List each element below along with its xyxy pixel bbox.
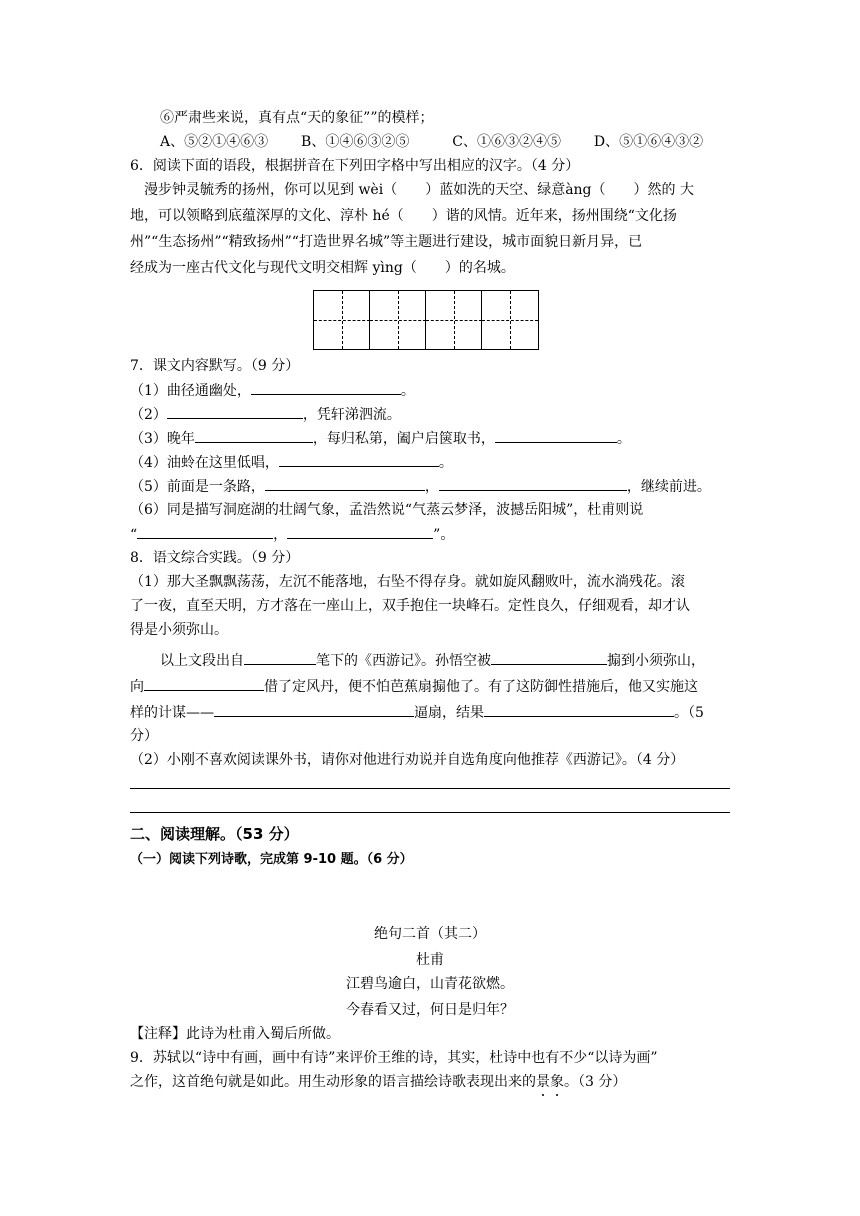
grid-cell-4[interactable] bbox=[482, 291, 538, 349]
q8-fill-line-1: 以上文段出自 笔下的《西游记》。孙悟空被 搧到小须弥山， bbox=[160, 650, 760, 671]
q8-title: 8．语文综合实践。（9 分） bbox=[130, 550, 300, 566]
q7-blank-4[interactable] bbox=[495, 428, 617, 443]
emphasis-char-1: 景 bbox=[536, 1074, 550, 1090]
q8-fill-line-4: 分） bbox=[130, 728, 158, 744]
q6-line-4: 经成为一座古代文化与现代文明交相辉 yìng（ ）的名城。 bbox=[130, 260, 515, 276]
poem-line-1: 江碧鸟逾白，山青花欲燃。 bbox=[346, 976, 514, 992]
q6-line-1: 漫步钟灵毓秀的扬州，你可以见到 wèi（ ）蓝如洗的天空、绿意àng（ ）然的 大 bbox=[144, 182, 694, 198]
q9-line-2: 之作，这首绝句就是如此。用生动形象的语言描绘诗歌表现出来的景 象 。（3 分） bbox=[130, 1072, 730, 1092]
q7-line-2: （2） ，凭轩涕泗流。 bbox=[130, 404, 730, 425]
q8-blank-plan[interactable] bbox=[214, 702, 414, 717]
q8-part-2: （2）小刚不喜欢阅读课外书，请你对他进行劝说并自选角度向他推荐《西游记》。（4 分） bbox=[130, 752, 685, 768]
q8-blank-who[interactable] bbox=[491, 650, 607, 665]
q8-passage-1: （1）那大圣飘飘荡荡，左沉不能落地，右坠不得存身。就如旋风翻败叶，流水淌残花。滚 bbox=[130, 574, 685, 590]
q8-fill-line-2: 向 借了定风丹，便不怕芭蕉扇搧他了。有了这防御性措施后，他又实施这 bbox=[130, 676, 730, 697]
grid-cell-3[interactable] bbox=[426, 291, 482, 349]
q7-blank-9[interactable] bbox=[287, 524, 433, 539]
q7-blank-3[interactable] bbox=[195, 428, 313, 443]
tianzige-grid[interactable] bbox=[313, 290, 539, 350]
q9-line-1: 9．苏轼以“诗中有画，画中有诗”来评价王维的诗，其实，杜诗中也有不少“以诗为画” bbox=[130, 1050, 658, 1066]
q7-blank-8[interactable] bbox=[137, 524, 273, 539]
q7-line-1: （1）曲径通幽处， 。 bbox=[130, 380, 730, 401]
q6-line-3: 州”“生态扬州”“精致扬州”“打造世界名城”等主题进行建设，城市面貌日新月异，已 bbox=[130, 234, 643, 250]
q7-line-4: （4）油蛉在这里低唱， 。 bbox=[130, 452, 730, 473]
q7-line-5: （5）前面是一条路， ， ，继续前进。 bbox=[130, 476, 730, 497]
q6-title: 6．阅读下面的语段，根据拼音在下列田字格中写出相应的汉字。（4 分） bbox=[130, 158, 580, 174]
section-2-title: 二、阅读理解。（53 分） bbox=[130, 825, 299, 843]
emphasis-char-2: 象 bbox=[550, 1074, 564, 1090]
q7-blank-6[interactable] bbox=[265, 476, 425, 491]
q5-option-b: B、①④⑥③②⑤ bbox=[301, 134, 410, 150]
q8-passage-2: 了一夜，直至天明，方才落在一座山上，双手抱住一块峰石。定性良久，仔细观看，却才认 bbox=[130, 598, 690, 614]
q8-blank-author[interactable] bbox=[244, 650, 316, 665]
q7-blank-7[interactable] bbox=[439, 476, 627, 491]
q8-fill-line-3: 样的计谋—— 逼扇，结果 。（5 bbox=[130, 702, 730, 723]
q7-line-6b: “ ， ”。 bbox=[130, 524, 730, 545]
q5-options bbox=[160, 132, 760, 152]
q7-blank-1[interactable] bbox=[251, 380, 401, 395]
poem-title: 绝句二首（其二） bbox=[374, 926, 486, 942]
answer-line-1[interactable] bbox=[130, 788, 730, 789]
q5-option-d: D、⑤①⑥④③② bbox=[593, 134, 704, 150]
q6-line-2: 地，可以领略到底蕴深厚的文化、淳朴 hé（ ）谐的风情。近年来，扬州围绕“文化扬 bbox=[130, 208, 677, 224]
section-2-subtitle: （一）阅读下列诗歌，完成第 9-10 题。（6 分） bbox=[130, 852, 413, 867]
poem-line-2: 今春看又过，何日是归年？ bbox=[346, 1002, 514, 1018]
q8-blank-result[interactable] bbox=[484, 702, 674, 717]
grid-cell-2[interactable] bbox=[370, 291, 426, 349]
q7-line-3: （3）晚年 ，每归私第，阖户启箧取书， 。 bbox=[130, 428, 730, 449]
q8-passage-3: 得是小须弥山。 bbox=[130, 622, 228, 638]
grid-cell-1[interactable] bbox=[314, 291, 370, 349]
q5-item-6: ⑥严肃些来说，真有点“天的象征””的模样； bbox=[160, 110, 434, 126]
q7-line-6: （6）同是描写洞庭湖的壮阔气象，孟浩然说“气蒸云梦泽，波撼岳阳城”，杜甫则说 bbox=[130, 502, 644, 518]
q7-blank-5[interactable] bbox=[279, 452, 439, 467]
q5-option-a: A、⑤②①④⑥③ bbox=[160, 134, 269, 150]
q7-blank-2[interactable] bbox=[167, 404, 303, 419]
answer-line-2[interactable] bbox=[130, 812, 730, 813]
q8-blank-from-whom[interactable] bbox=[144, 676, 264, 691]
q7-title: 7．课文内容默写。（9 分） bbox=[130, 358, 300, 374]
poem-note: 【注释】此诗为杜甫入蜀后所做。 bbox=[130, 1026, 340, 1042]
poem-author: 杜甫 bbox=[416, 952, 444, 968]
q5-option-c: C、①⑥③②④⑤ bbox=[452, 134, 561, 150]
